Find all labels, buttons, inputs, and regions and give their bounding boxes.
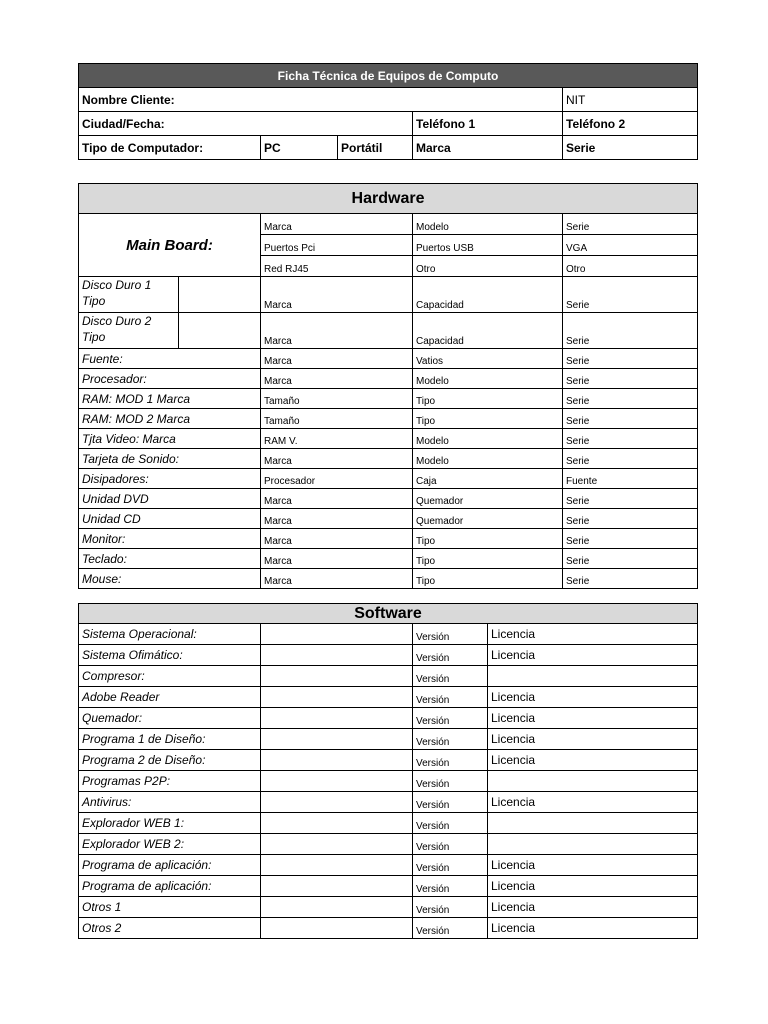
main-board-field[interactable]: Otro	[563, 256, 698, 277]
hardware-row	[79, 509, 698, 529]
software-row-label: Adobe Reader	[79, 687, 261, 708]
hardware-row-label: Teclado:	[79, 549, 261, 569]
hardware-row-label: Fuente:	[79, 349, 261, 369]
licencia-field[interactable]: Licencia	[488, 750, 698, 771]
serie-field[interactable]: Serie	[563, 136, 698, 160]
licencia-field[interactable]: Licencia	[488, 624, 698, 645]
software-row	[79, 708, 698, 729]
page-title: Ficha Técnica de Equipos de Computo	[79, 64, 698, 88]
software-row	[79, 876, 698, 897]
software-row	[79, 645, 698, 666]
disco-duro-2-tipo-field[interactable]	[179, 313, 261, 349]
software-row	[79, 918, 698, 939]
marca-field[interactable]: Marca	[413, 136, 563, 160]
main-board-label: Main Board:	[79, 214, 261, 277]
hardware-field[interactable]: Tipo	[413, 409, 563, 429]
licencia-field[interactable]	[488, 666, 698, 687]
hardware-field[interactable]: Tipo	[413, 389, 563, 409]
software-name-field[interactable]	[261, 687, 413, 708]
hardware-field[interactable]: Serie	[563, 389, 698, 409]
disco-duro-2-label: Disco Duro 2 Tipo	[79, 313, 179, 349]
hardware-field[interactable]: Serie	[563, 349, 698, 369]
licencia-field[interactable]: Licencia	[488, 729, 698, 750]
hardware-field[interactable]: Quemador	[413, 509, 563, 529]
licencia-field[interactable]: Licencia	[488, 876, 698, 897]
licencia-field[interactable]: Licencia	[488, 897, 698, 918]
licencia-field[interactable]	[488, 771, 698, 792]
licencia-field[interactable]: Licencia	[488, 792, 698, 813]
software-section-title: Software	[79, 604, 698, 624]
software-name-field[interactable]	[261, 729, 413, 750]
version-field[interactable]: Versión	[413, 729, 488, 750]
software-row-label: Sistema Ofimático:	[79, 645, 261, 666]
version-field[interactable]: Versión	[413, 645, 488, 666]
version-field[interactable]: Versión	[413, 624, 488, 645]
portatil-option[interactable]: Portátil	[338, 136, 413, 160]
software-name-field[interactable]	[261, 834, 413, 855]
hardware-field[interactable]: Tipo	[413, 549, 563, 569]
licencia-field[interactable]	[488, 834, 698, 855]
ciudad-fecha-field[interactable]: Ciudad/Fecha:	[79, 112, 413, 136]
hardware-field[interactable]: Marca	[261, 349, 413, 369]
hardware-field[interactable]: Fuente	[563, 469, 698, 489]
hardware-field[interactable]: Serie	[563, 529, 698, 549]
main-board-field[interactable]: VGA	[563, 235, 698, 256]
software-row-label: Sistema Operacional:	[79, 624, 261, 645]
hardware-field[interactable]: Serie	[563, 313, 698, 349]
main-board-field[interactable]: Puertos USB	[413, 235, 563, 256]
hardware-field[interactable]: Capacidad	[413, 313, 563, 349]
software-row-label: Quemador:	[79, 708, 261, 729]
hardware-field[interactable]: Tipo	[413, 569, 563, 589]
licencia-field[interactable]	[488, 813, 698, 834]
hardware-row-label: Tjta Video: Marca	[79, 429, 261, 449]
software-row-label: Otros 1	[79, 897, 261, 918]
hardware-section-title: Hardware	[79, 184, 698, 214]
hardware-row	[79, 529, 698, 549]
hardware-row	[79, 449, 698, 469]
software-name-field[interactable]	[261, 897, 413, 918]
hardware-field[interactable]: Marca	[261, 313, 413, 349]
version-field[interactable]: Versión	[413, 708, 488, 729]
software-row	[79, 729, 698, 750]
hardware-field[interactable]: Serie	[563, 429, 698, 449]
licencia-field[interactable]: Licencia	[488, 708, 698, 729]
hardware-field[interactable]: Serie	[563, 369, 698, 389]
hardware-field[interactable]: Tamaño	[261, 389, 413, 409]
hardware-field[interactable]: RAM V.	[261, 429, 413, 449]
hardware-row	[79, 369, 698, 389]
software-name-field[interactable]	[261, 645, 413, 666]
version-field[interactable]: Versión	[413, 834, 488, 855]
software-name-field[interactable]	[261, 708, 413, 729]
software-row	[79, 750, 698, 771]
hardware-field[interactable]: Marca	[261, 489, 413, 509]
hardware-row	[79, 389, 698, 409]
version-field[interactable]: Versión	[413, 855, 488, 876]
hardware-row	[79, 429, 698, 449]
hardware-row-label: RAM: MOD 2 Marca	[79, 409, 261, 429]
tipo-computador-label: Tipo de Computador:	[79, 136, 261, 160]
main-board-field[interactable]: Puertos Pci	[261, 235, 413, 256]
telefono2-field[interactable]: Teléfono 2	[563, 112, 698, 136]
licencia-field[interactable]: Licencia	[488, 645, 698, 666]
hardware-field[interactable]: Marca	[261, 529, 413, 549]
hardware-row-label: Tarjeta de Sonido:	[79, 449, 261, 469]
software-row-label: Programa de aplicación:	[79, 876, 261, 897]
version-field[interactable]: Versión	[413, 813, 488, 834]
hardware-row-label: Mouse:	[79, 569, 261, 589]
hardware-field[interactable]: Marca	[261, 449, 413, 469]
hardware-row	[79, 489, 698, 509]
software-row	[79, 771, 698, 792]
hardware-field[interactable]: Vatios	[413, 349, 563, 369]
licencia-field[interactable]: Licencia	[488, 687, 698, 708]
hardware-field[interactable]: Marca	[261, 569, 413, 589]
main-board-field[interactable]: Otro	[413, 256, 563, 277]
software-row	[79, 834, 698, 855]
software-row	[79, 813, 698, 834]
hardware-field[interactable]: Serie	[563, 277, 698, 313]
software-row-label: Antivirus:	[79, 792, 261, 813]
software-row	[79, 666, 698, 687]
hardware-field[interactable]: Serie	[563, 509, 698, 529]
hardware-table	[78, 183, 698, 589]
header-table	[78, 63, 698, 160]
hardware-field[interactable]: Tamaño	[261, 409, 413, 429]
hardware-field[interactable]: Serie	[563, 489, 698, 509]
software-name-field[interactable]	[261, 792, 413, 813]
software-name-field[interactable]	[261, 918, 413, 939]
disco-duro-1-tipo-field[interactable]	[179, 277, 261, 313]
hardware-field[interactable]: Marca	[261, 369, 413, 389]
main-board-field[interactable]: Red RJ45	[261, 256, 413, 277]
main-board-field[interactable]: Serie	[563, 214, 698, 235]
hardware-field[interactable]: Serie	[563, 409, 698, 429]
software-row	[79, 792, 698, 813]
version-field[interactable]: Versión	[413, 771, 488, 792]
hardware-field[interactable]: Serie	[563, 569, 698, 589]
version-field[interactable]: Versión	[413, 897, 488, 918]
software-name-field[interactable]	[261, 771, 413, 792]
software-row-label: Explorador WEB 1:	[79, 813, 261, 834]
main-board-field[interactable]: Modelo	[413, 214, 563, 235]
hardware-field[interactable]: Quemador	[413, 489, 563, 509]
version-field[interactable]: Versión	[413, 792, 488, 813]
nombre-cliente-field[interactable]: Nombre Cliente:	[79, 88, 563, 112]
hardware-field[interactable]: Marca	[261, 509, 413, 529]
hardware-field[interactable]: Serie	[563, 449, 698, 469]
pc-option[interactable]: PC	[261, 136, 338, 160]
version-field[interactable]: Versión	[413, 876, 488, 897]
nit-field[interactable]: NIT	[563, 88, 698, 112]
software-row-label: Explorador WEB 2:	[79, 834, 261, 855]
software-name-field[interactable]	[261, 855, 413, 876]
software-row-label: Otros 2	[79, 918, 261, 939]
hardware-row	[79, 409, 698, 429]
hardware-row	[79, 349, 698, 369]
hardware-field[interactable]: Caja	[413, 469, 563, 489]
hardware-row-label: Procesador:	[79, 369, 261, 389]
hardware-field[interactable]: Capacidad	[413, 277, 563, 313]
software-row-label: Programa 2 de Diseño:	[79, 750, 261, 771]
hardware-row	[79, 469, 698, 489]
licencia-field[interactable]: Licencia	[488, 855, 698, 876]
disco-duro-1-label: Disco Duro 1 Tipo	[79, 277, 179, 313]
hardware-field[interactable]: Marca	[261, 277, 413, 313]
software-row-label: Programa de aplicación:	[79, 855, 261, 876]
software-row-label: Programa 1 de Diseño:	[79, 729, 261, 750]
version-field[interactable]: Versión	[413, 666, 488, 687]
software-row	[79, 897, 698, 918]
hardware-field[interactable]: Marca	[261, 549, 413, 569]
hardware-row-label: RAM: MOD 1 Marca	[79, 389, 261, 409]
software-row	[79, 687, 698, 708]
software-name-field[interactable]	[261, 666, 413, 687]
software-row-label: Programas P2P:	[79, 771, 261, 792]
hardware-row-label: Monitor:	[79, 529, 261, 549]
software-name-field[interactable]	[261, 876, 413, 897]
telefono1-field[interactable]: Teléfono 1	[413, 112, 563, 136]
version-field[interactable]: Versión	[413, 918, 488, 939]
licencia-field[interactable]: Licencia	[488, 918, 698, 939]
hardware-field[interactable]: Modelo	[413, 429, 563, 449]
hardware-row-label: Unidad CD	[79, 509, 261, 529]
software-name-field[interactable]	[261, 750, 413, 771]
hardware-row	[79, 569, 698, 589]
hardware-field[interactable]: Serie	[563, 549, 698, 569]
version-field[interactable]: Versión	[413, 687, 488, 708]
software-table	[78, 603, 698, 939]
software-row	[79, 624, 698, 645]
software-row	[79, 855, 698, 876]
hardware-row	[79, 549, 698, 569]
hardware-field[interactable]: Modelo	[413, 449, 563, 469]
main-board-field[interactable]: Marca	[261, 214, 413, 235]
hardware-row-label: Unidad DVD	[79, 489, 261, 509]
hardware-field[interactable]: Procesador	[261, 469, 413, 489]
hardware-row-label: Disipadores:	[79, 469, 261, 489]
software-row-label: Compresor:	[79, 666, 261, 687]
software-name-field[interactable]	[261, 624, 413, 645]
hardware-field[interactable]: Tipo	[413, 529, 563, 549]
software-name-field[interactable]	[261, 813, 413, 834]
version-field[interactable]: Versión	[413, 750, 488, 771]
hardware-field[interactable]: Modelo	[413, 369, 563, 389]
